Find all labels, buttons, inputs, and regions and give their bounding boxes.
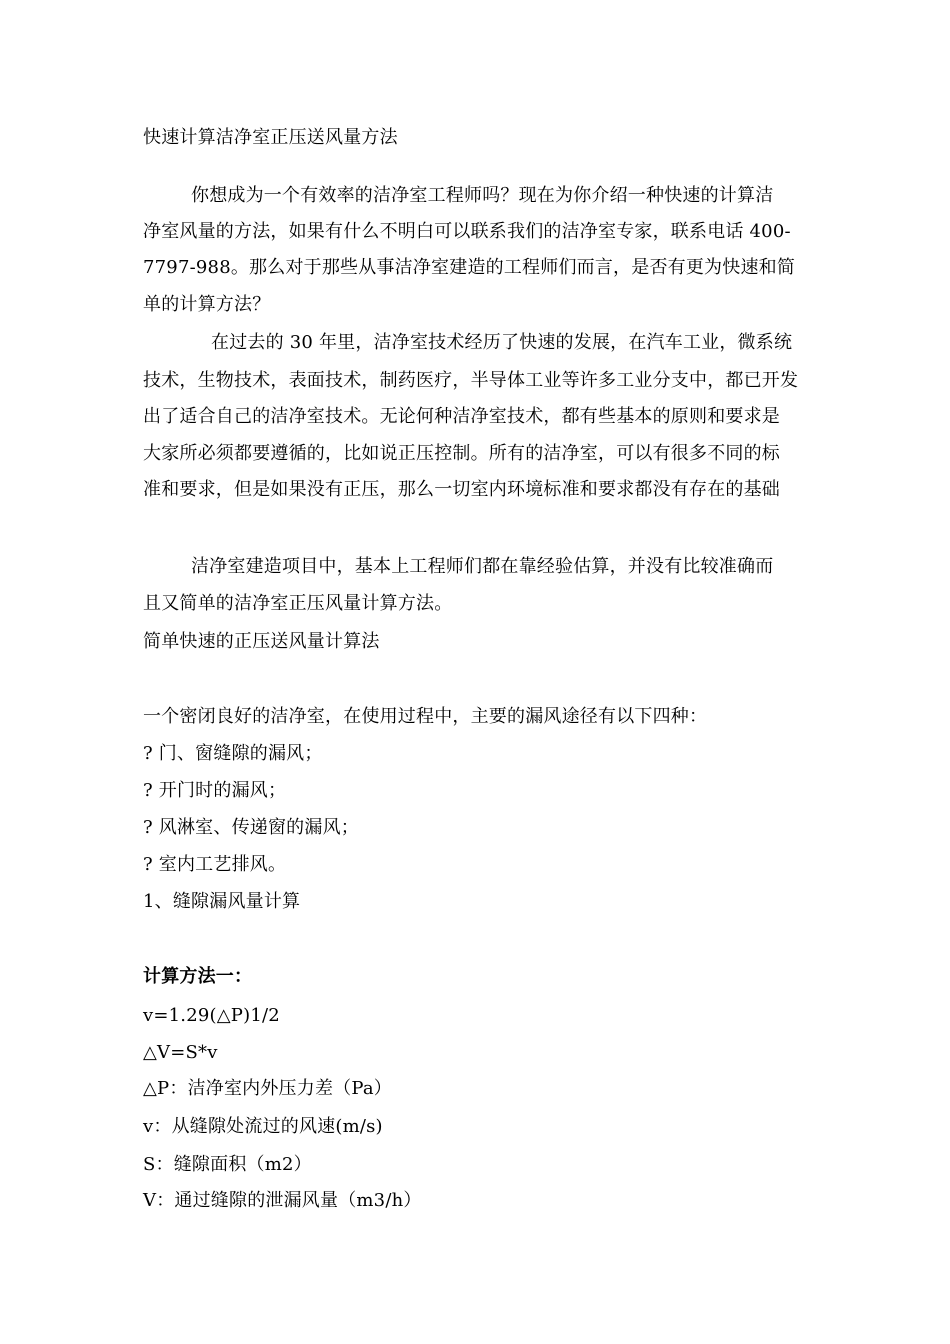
project-line-2: 且又简单的洁净室正压风量计算方法。 bbox=[143, 593, 453, 614]
history-line-1: 在过去的 30 年里，洁净室技术经历了快速的发展，在汽车工业，微系统 bbox=[211, 332, 793, 353]
history-line-4: 大家所必须都要遵循的，比如说正压控制。所有的洁净室，可以有很多不同的标 bbox=[143, 443, 780, 464]
project-line-1: 洁净室建造项目中，基本上工程师们都在靠经验估算，并没有比较准确而 bbox=[191, 556, 774, 577]
formula-line: S：缝隙面积（m2） bbox=[143, 1154, 312, 1175]
history-line-2: 技术，生物技术，表面技术，制药医疗，半导体工业等许多工业分支中，都已开发 bbox=[143, 370, 799, 391]
calc-method-title: 计算方法一： bbox=[143, 966, 253, 987]
leak-intro: 一个密闭良好的洁净室，在使用过程中，主要的漏风途径有以下四种： bbox=[143, 706, 708, 727]
formula-line: v：从缝隙处流过的风速(m/s) bbox=[143, 1116, 383, 1137]
method-heading: 简单快速的正压送风量计算法 bbox=[143, 631, 380, 652]
intro-line-2: 净室风量的方法，如果有什么不明白可以联系我们的洁净室专家，联系电话 400- bbox=[143, 221, 791, 242]
document-title: 快速计算洁净室正压送风量方法 bbox=[143, 127, 398, 148]
leak-item: ? 室内工艺排风。 bbox=[143, 854, 287, 875]
intro-line-3: 7797-988。那么对于那些从事洁净室建造的工程师们而言，是否有更为快速和简 bbox=[143, 257, 796, 278]
formula-line: v=1.29(△P)1/2 bbox=[143, 1005, 280, 1026]
formula-line: △P：洁净室内外压力差（Pa） bbox=[143, 1078, 392, 1099]
formula-line: △V=S*v bbox=[143, 1042, 218, 1063]
history-line-3: 出了适合自己的洁净室技术。无论何种洁净室技术，都有些基本的原则和要求是 bbox=[143, 406, 780, 427]
intro-line-4: 单的计算方法？ bbox=[143, 294, 271, 315]
leak-item: ? 门、窗缝隙的漏风； bbox=[143, 743, 323, 764]
intro-line-1: 你想成为一个有效率的洁净室工程师吗？现在为你介绍一种快速的计算洁 bbox=[191, 185, 774, 206]
section-1-heading: 1、缝隙漏风量计算 bbox=[143, 891, 301, 912]
history-line-5: 准和要求，但是如果没有正压，那么一切室内环境标准和要求都没有存在的基础 bbox=[143, 479, 780, 500]
formula-line: V：通过缝隙的泄漏风量（m3/h） bbox=[143, 1190, 422, 1211]
leak-item: ? 开门时的漏风； bbox=[143, 780, 287, 801]
leak-item: ? 风淋室、传递窗的漏风； bbox=[143, 817, 359, 838]
